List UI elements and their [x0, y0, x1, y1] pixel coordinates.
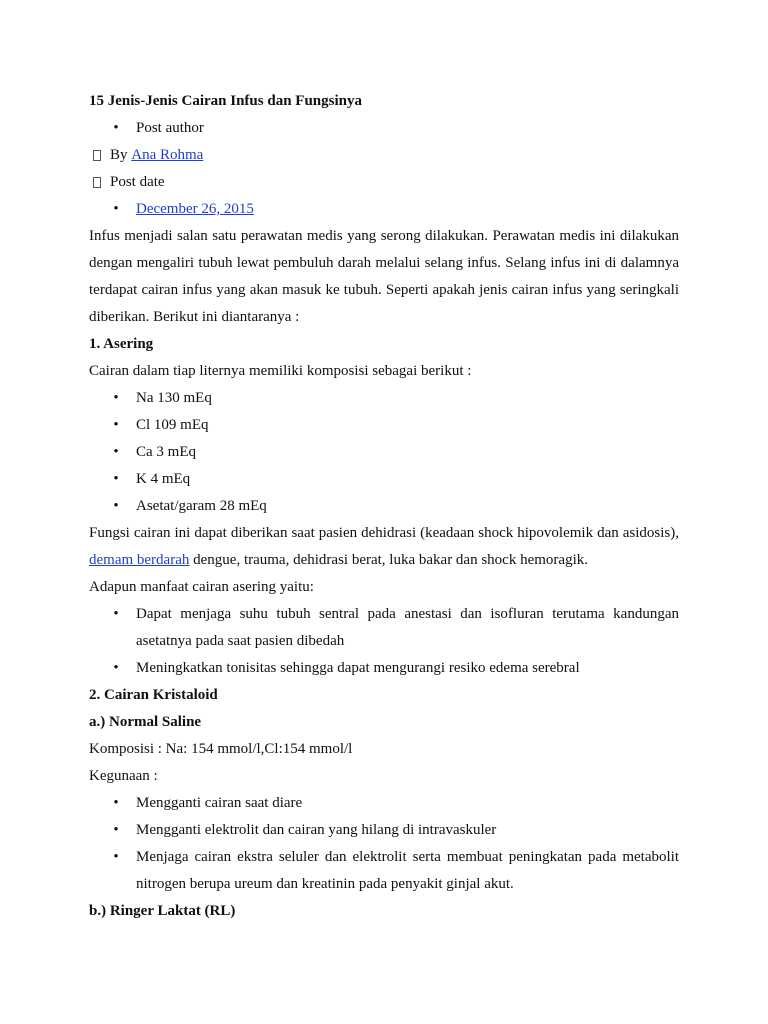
list-item-text: Mengganti cairan saat diare — [136, 795, 303, 811]
bullet-icon: • — [113, 795, 119, 811]
author-link[interactable]: Ana Rohma — [131, 147, 204, 163]
section-heading-kristaloid: 2. Cairan Kristaloid — [89, 687, 218, 703]
list-item — [89, 493, 679, 520]
bullet-icon: • — [113, 606, 119, 622]
bullet-icon: • — [113, 120, 119, 136]
date-link[interactable]: December 26, 2015 — [136, 201, 254, 217]
list-item-text: Menjaga cairan ekstra seluler dan elektrolit serta membuat peningkatan pada metabolit nitrogen berupa ureum dan kreatinin pada penyakit ginjal akut. — [136, 849, 679, 892]
post-author-item — [89, 115, 679, 142]
post-date-label: Post date — [110, 174, 165, 190]
list-item-text: Dapat menjaga suhu tubuh sentral pada anestasi dan isofluran terutama kandungan asetatnya pada saat pasien dibedah — [136, 606, 679, 649]
demam-berdarah-link[interactable]: demam berdarah — [89, 552, 190, 568]
list-item-text: Mengganti elektrolit dan cairan yang hilang di intravaskuler — [136, 822, 497, 838]
list-item — [89, 655, 679, 682]
subheading-ringer-laktat: b.) Ringer Laktat (RL) — [89, 903, 236, 919]
missing-glyph-icon — [93, 177, 101, 188]
list-item — [89, 412, 679, 439]
list-item-text: Cl 109 mEq — [136, 417, 209, 433]
composition-intro: Cairan dalam tiap liternya memiliki komposisi sebagai berikut : — [89, 363, 472, 379]
by-prefix: By — [110, 147, 132, 163]
list-item — [89, 385, 679, 412]
function-text-before: Fungsi cairan ini dapat diberikan saat pasien dehidrasi (keadaan shock hipovolemik dan asidosis), — [89, 525, 679, 541]
subheading-normal-saline: a.) Normal Saline — [89, 714, 202, 730]
post-author-label: Post author — [136, 120, 204, 136]
page-title: 15 Jenis-Jenis Cairan Infus dan Fungsinya — [89, 93, 362, 109]
bullet-icon: • — [113, 849, 119, 865]
bullet-icon: • — [113, 660, 119, 676]
bullet-icon: • — [113, 444, 119, 460]
list-item — [89, 466, 679, 493]
function-paragraph — [89, 520, 679, 574]
list-item — [89, 439, 679, 466]
list-item — [89, 790, 679, 817]
bullet-icon: • — [113, 390, 119, 406]
date-item — [89, 196, 679, 223]
missing-glyph-icon — [93, 150, 101, 161]
function-text-after: dengue, trauma, dehidrasi berat, luka bakar dan shock hemoragik. — [189, 552, 588, 568]
bullet-icon: • — [113, 822, 119, 838]
list-item — [89, 844, 679, 898]
author-line — [89, 142, 679, 169]
intro-paragraph: Infus menjadi salan satu perawatan medis yang serong dilakukan. Perawatan medis ini dilakukan dengan mengaliri tubuh lewat pembuluh darah melalui selang infus. Selang infus ini di dalamnya terdapat cairan infus yang akan masuk ke tubuh. Seperti apakah jenis cairan infus yang seringkali diberikan. Berikut ini diantaranya : — [89, 228, 679, 325]
list-item-text: Meningkatkan tonisitas sehingga dapat mengurangi resiko edema serebral — [136, 660, 580, 676]
benefit-intro: Adapun manfaat cairan asering yaitu: — [89, 579, 314, 595]
bullet-icon: • — [113, 201, 119, 217]
bullet-icon: • — [113, 471, 119, 487]
list-item-text: Ca 3 mEq — [136, 444, 196, 460]
post-date-line — [89, 169, 679, 196]
section-heading-asering: 1. Asering — [89, 336, 154, 352]
list-item — [89, 817, 679, 844]
usage-label: Kegunaan : — [89, 768, 158, 784]
list-item-text: K 4 mEq — [136, 471, 191, 487]
bullet-icon: • — [113, 417, 119, 433]
list-item — [89, 601, 679, 655]
list-item-text: Asetat/garam 28 mEq — [136, 498, 267, 514]
document-page — [89, 88, 679, 925]
composition-text: Komposisi : Na: 154 mmol/l,Cl:154 mmol/l — [89, 741, 353, 757]
list-item-text: Na 130 mEq — [136, 390, 212, 406]
bullet-icon: • — [113, 498, 119, 514]
